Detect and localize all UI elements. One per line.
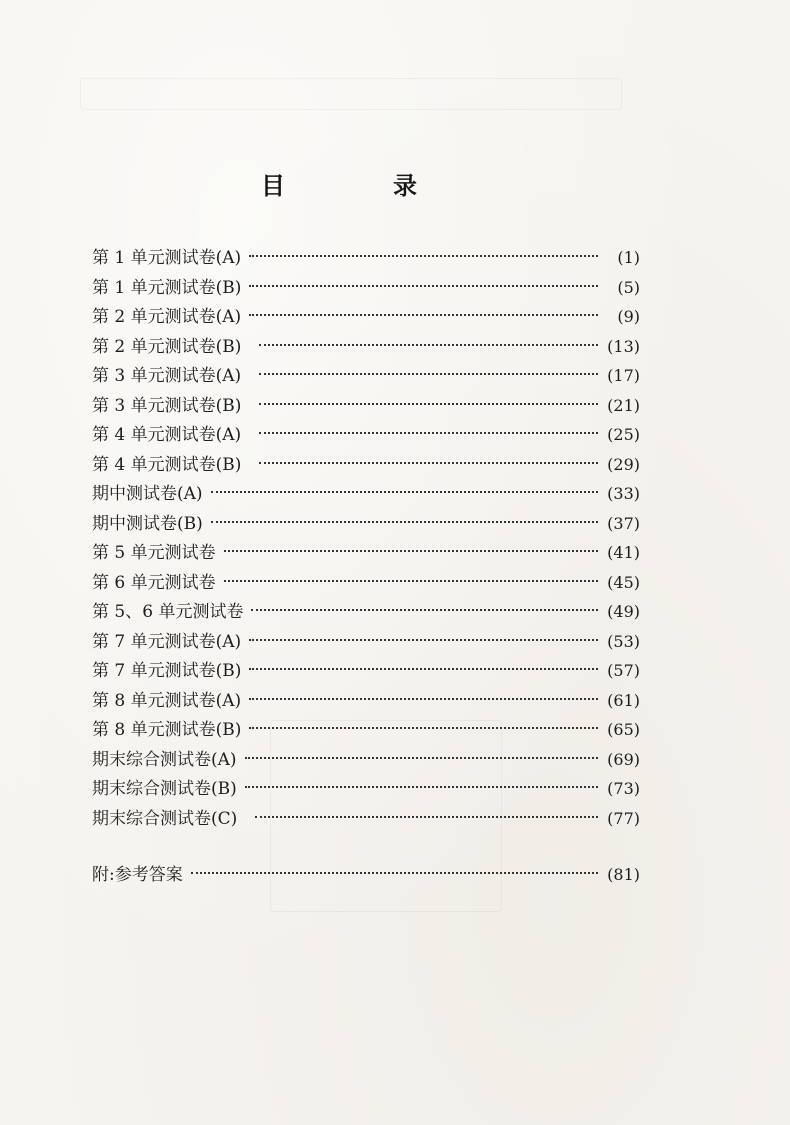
- dot-leader: [224, 566, 598, 588]
- bleed-through-shadow: [80, 78, 622, 110]
- toc-entry[interactable]: [92, 418, 640, 448]
- toc-entry[interactable]: [92, 743, 640, 773]
- dot-leader: [245, 743, 598, 765]
- toc-entry[interactable]: [92, 772, 640, 802]
- toc-entry[interactable]: [92, 330, 640, 360]
- toc-entry-label: 期末综合测试卷(B): [92, 779, 237, 799]
- dot-leader: [249, 684, 598, 706]
- toc-entry[interactable]: [92, 477, 640, 507]
- toc-entry-page: (77): [607, 808, 640, 828]
- toc-entry-label: 第 5 单元测试卷: [92, 543, 216, 563]
- toc-entry[interactable]: [92, 802, 640, 832]
- dot-leader: [245, 772, 598, 794]
- toc-entry[interactable]: [92, 389, 640, 419]
- toc-entry[interactable]: [92, 595, 640, 625]
- toc-entry-page: (37): [607, 513, 640, 533]
- toc-entry-page: (5): [617, 277, 640, 297]
- toc-entry-page: (17): [607, 366, 640, 385]
- toc-entry-page: (53): [607, 631, 640, 651]
- dot-leader: [249, 271, 598, 293]
- toc-entry-label: 第 6 单元测试卷: [92, 572, 216, 593]
- toc-entry[interactable]: [92, 271, 640, 301]
- toc-entry[interactable]: [92, 359, 640, 389]
- toc-entry-page: (73): [607, 779, 640, 798]
- toc-entry-page: (13): [607, 336, 640, 356]
- toc-entry[interactable]: [92, 241, 640, 271]
- dot-leader: [259, 359, 598, 381]
- toc-entry-page: (33): [607, 484, 640, 503]
- dot-leader: [211, 507, 598, 529]
- dot-leader: [249, 300, 598, 322]
- dot-leader: [251, 595, 598, 617]
- toc-entry-page: (45): [607, 572, 640, 592]
- toc-entry[interactable]: [92, 507, 640, 537]
- toc-entry-page: (1): [617, 248, 640, 267]
- dot-leader: [191, 858, 598, 880]
- appendix-page: (81): [607, 865, 640, 884]
- toc-entry-label: 期末综合测试卷(A): [92, 749, 237, 770]
- toc-entry-label: 第 7 单元测试卷(A): [92, 631, 242, 652]
- toc-entry-label: 第 1 单元测试卷(A): [92, 248, 242, 268]
- dot-leader: [259, 330, 598, 352]
- dot-leader: [249, 713, 598, 735]
- toc-entry[interactable]: [92, 536, 640, 566]
- toc-entry-label: 第 7 单元测试卷(B): [92, 661, 242, 681]
- toc-entry[interactable]: [92, 625, 640, 655]
- toc-entry-label: 第 8 单元测试卷(A): [92, 690, 242, 711]
- dot-leader: [211, 477, 598, 499]
- toc-entry-page: (21): [607, 395, 640, 415]
- dot-leader: [255, 802, 598, 824]
- toc-entry-label: 期中测试卷(A): [92, 484, 203, 504]
- toc-entry-page: (49): [607, 602, 640, 621]
- dot-leader: [259, 418, 598, 440]
- toc-entry[interactable]: [92, 566, 640, 596]
- toc-entry-page: (69): [607, 749, 640, 769]
- toc-entry-page: (9): [617, 307, 640, 326]
- dot-leader: [224, 536, 598, 558]
- toc-entry-label: 第 4 单元测试卷(B): [92, 454, 242, 475]
- page-title: 目 录: [261, 172, 459, 200]
- toc-entry-page: (57): [607, 661, 640, 680]
- toc-entry-label: 第 3 单元测试卷(B): [92, 395, 242, 416]
- toc-entry[interactable]: [92, 713, 640, 743]
- toc-entry-page: (29): [607, 454, 640, 474]
- toc-entry-page: (41): [607, 543, 640, 562]
- toc-entry[interactable]: [92, 684, 640, 714]
- toc-entry-label: 期中测试卷(B): [92, 513, 203, 534]
- toc-entry-page: (61): [607, 690, 640, 710]
- toc-entry-page: (65): [607, 720, 640, 739]
- toc-entry[interactable]: [92, 654, 640, 684]
- toc-entry-label: 第 5、6 单元测试卷: [92, 602, 244, 622]
- toc-entry-label: 第 2 单元测试卷(B): [92, 336, 242, 357]
- dot-leader: [249, 625, 598, 647]
- table-of-contents: [92, 241, 640, 888]
- toc-entry-page: (25): [607, 425, 640, 444]
- toc-entry[interactable]: [92, 300, 640, 330]
- toc-entry-label: 期末综合测试卷(C): [92, 808, 238, 829]
- appendix-label: 附:参考答案: [92, 865, 183, 885]
- dot-leader: [259, 389, 598, 411]
- dot-leader: [249, 241, 598, 263]
- toc-entry[interactable]: [92, 448, 640, 478]
- toc-entry-label: 第 3 单元测试卷(A): [92, 366, 242, 386]
- dot-leader: [249, 654, 598, 676]
- dot-leader: [259, 448, 598, 470]
- toc-entry-label: 第 8 单元测试卷(B): [92, 720, 242, 740]
- toc-entry-label: 第 4 单元测试卷(A): [92, 425, 242, 445]
- toc-entry-label: 第 1 单元测试卷(B): [92, 277, 242, 298]
- toc-appendix-entry[interactable]: [92, 858, 640, 888]
- toc-entry-label: 第 2 单元测试卷(A): [92, 307, 242, 327]
